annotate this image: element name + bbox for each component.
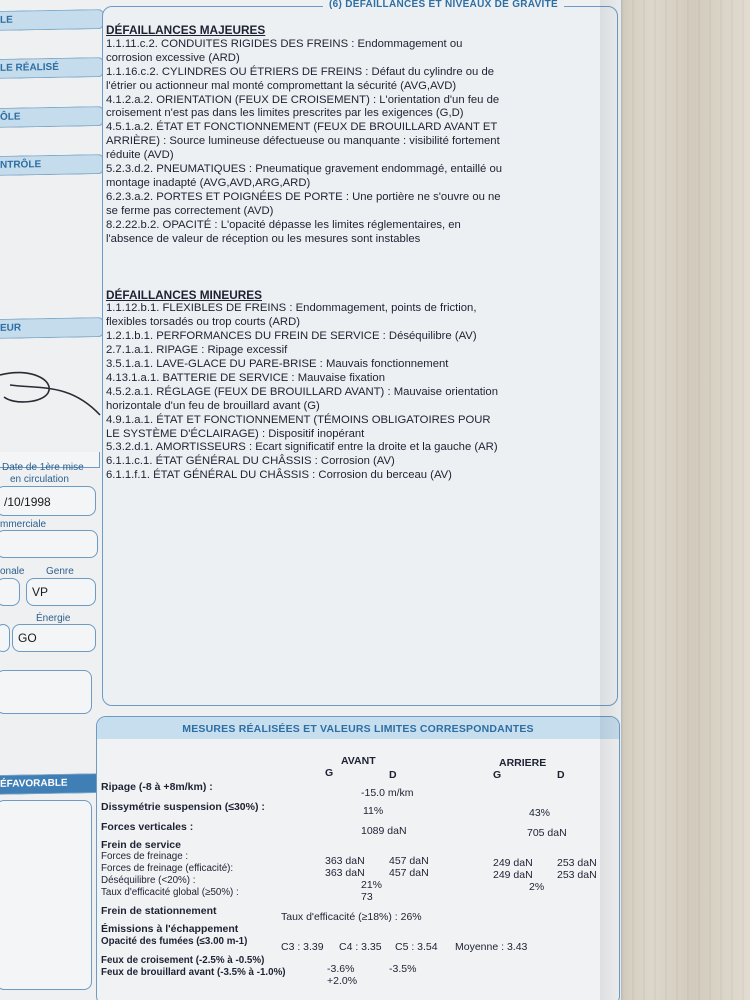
desequilibre-avant: 21% (361, 879, 383, 891)
major-line: l'étrier ou actionneur mal monté compromettant la sécurité (AVG,AVD) (106, 79, 457, 92)
avant-g-header: G (325, 767, 334, 779)
major-defects-title: DÉFAILLANCES MAJEURES (106, 23, 266, 37)
ripage-label: Ripage (-8 à +8m/km) : (101, 781, 213, 793)
energie-value: GO (18, 631, 37, 645)
forces-freinage-label: Forces de freinage : (101, 851, 189, 862)
desequilibre-label: Déséquilibre (<20%) : (101, 875, 196, 886)
feux-brouillard-label: Feux de brouillard avant (-3.5% à -1.0%) (101, 967, 286, 978)
blank-field (0, 670, 92, 714)
arriere-d-header: D (557, 769, 565, 781)
opacite-moyenne: Moyenne : 3.43 (455, 941, 528, 953)
taux-global-label: Taux d'efficacité global (≥50%) : (101, 887, 239, 898)
frein-service-label: Frein de service (101, 839, 181, 851)
date-value: /10/1998 (4, 495, 51, 509)
forces-verticales-avant: 1089 daN (361, 825, 407, 837)
minor-line: 1.1.12.b.1. FLEXIBLES DE FREINS : Endommagement, points de friction, (106, 302, 477, 315)
tab-favorable: ÉFAVORABLE (0, 773, 104, 795)
major-line: 4.5.1.a.2. ÉTAT ET FONCTIONNEMENT (FEUX DE BROUILLARD AVANT ET (106, 121, 498, 134)
date-label-2: en circulation (10, 474, 69, 485)
ffe-arriere-d: 253 daN (557, 869, 597, 881)
dissymetrie-avant: 11% (363, 805, 384, 817)
remarks-field (0, 800, 92, 990)
minor-defects-title: DÉFAILLANCES MINEURES (106, 287, 262, 302)
avant-header: AVANT (341, 755, 376, 767)
minor-line: 5.3.2.d.1. AMORTISSEURS : Ecart significatif entre la droite et la gauche (AR) (106, 441, 498, 454)
taux-stationnement: Taux d'efficacité (≥18%) : 26% (281, 911, 422, 923)
genre-value: VP (32, 585, 49, 599)
major-line: ARRIÈRE) : Source lumineuse défectueuse ou manquante : visibilité fortement (106, 135, 500, 148)
ffe-arriere-g: 249 daN (493, 869, 533, 881)
major-line: 6.2.3.a.2. PORTES ET POIGNÉES DE PORTE : Une portière ne s'ouvre ou ne (106, 190, 501, 203)
major-line: 1.1.16.c.2. CYLINDRES OU ÉTRIERS DE FREINS : Défaut du cylindre ou de (106, 65, 495, 78)
feux-croisement-d: -3.5% (389, 963, 417, 975)
opacite-c3: C3 : 3.39 (281, 941, 324, 953)
page-edge-shadow (600, 0, 630, 1000)
frein-stationnement-label: Frein de stationnement (101, 905, 217, 917)
energie-left-field (0, 624, 10, 652)
major-line: 8.2.22.b.2. OPACITÉ : L'opacité dépasse les limites réglementaires, en (106, 218, 461, 231)
tab-realise: LE RÉALISÉ (0, 57, 104, 79)
wooden-background (610, 0, 750, 1000)
opacite-label: Opacité des fumées (≤3.00 m-1) (101, 936, 248, 947)
major-line: 4.1.2.a.2. ORIENTATION (FEUX DE CROISEMENT) : L'orientation d'un feu de (106, 93, 500, 106)
desequilibre-arriere: 2% (529, 881, 545, 893)
measures-panel (96, 716, 620, 1000)
ff-arriere-g: 249 daN (493, 857, 533, 869)
major-line: réduite (AVD) (106, 149, 174, 162)
nationale-label: onale (0, 566, 25, 577)
major-line: croisement n'est pas dans les limites prescrites par les exigences (G,D) (106, 107, 464, 120)
major-line: 5.2.3.d.2. PNEUMATIQUES : Pneumatique gravement endommagé, entaillé ou (106, 163, 503, 176)
energie-label: Énergie (36, 613, 71, 624)
defects-panel-title: (6) DÉFAILLANCES ET NIVEAUX DE GRAVITÉ (323, 0, 564, 10)
taux-global-value: 73 (361, 891, 373, 903)
ripage-value: -15.0 m/km (361, 787, 414, 799)
defects-list (106, 24, 536, 483)
opacite-c4: C4 : 3.35 (339, 941, 382, 953)
ffe-avant-d: 457 daN (389, 867, 429, 879)
major-line: se ferme pas correctement (AVD) (106, 204, 274, 217)
ff-avant-d: 457 daN (389, 855, 429, 867)
minor-line: 6.1.1.c.1. ÉTAT GÉNÉRAL DU CHÂSSIS : Corrosion (AV) (106, 455, 395, 468)
vehicle-info-column (0, 0, 104, 1000)
minor-line: 1.2.1.b.1. PERFORMANCES DU FREIN DE SERVICE : Déséquilibre (AV) (106, 330, 477, 343)
dissymetrie-label: Dissymétrie suspension (≤30%) : (101, 801, 265, 813)
minor-line: 2.7.1.a.1. RIPAGE : Ripage excessif (106, 344, 288, 357)
minor-line: flexibles torsadés ou trop courts (ARD) (106, 316, 301, 329)
ff-arriere-d: 253 daN (557, 857, 597, 869)
forces-verticales-label: Forces verticales : (101, 821, 194, 833)
ffe-avant-g: 363 daN (325, 867, 365, 879)
minor-line: 6.1.1.f.1. ÉTAT GÉNÉRAL DU CHÂSSIS : Corrosion du berceau (AV) (106, 469, 452, 482)
nationale-field (0, 578, 20, 606)
major-line: 1.1.11.c.2. CONDUITES RIGIDES DES FREINS : Endommagement ou (106, 37, 463, 50)
emissions-label: Émissions à l'échappement (101, 923, 239, 935)
ff-avant-g: 363 daN (325, 855, 365, 867)
feux-croisement-g: -3.6% (327, 963, 355, 975)
tab-le: LE (0, 9, 104, 31)
minor-line: 4.13.1.a.1. BATTERIE DE SERVICE : Mauvaise fixation (106, 371, 385, 384)
tab-role: ÔLE (0, 106, 104, 128)
forces-freinage-efficacite-label: Forces de freinage (efficacité): (101, 863, 234, 874)
major-line: montage inadapté (AVG,AVD,ARG,ARD) (106, 176, 311, 189)
commerciale-label: mmerciale (0, 519, 47, 530)
feux-croisement-label: Feux de croisement (-2.5% à -0.5%) (101, 955, 265, 966)
arriere-g-header: G (493, 769, 502, 781)
dissymetrie-arriere: 43% (529, 807, 551, 819)
date-label-1: Date de 1ère mise (2, 462, 84, 473)
major-line: corrosion excessive (ARD) (106, 51, 240, 64)
opacite-c5: C5 : 3.54 (395, 941, 438, 953)
arriere-header: ARRIERE (499, 757, 547, 769)
feux-brouillard-g: +2.0% (327, 975, 358, 987)
major-line: l'absence de valeur de réception ou les mesures sont instables (106, 232, 421, 245)
minor-line: 4.5.2.a.1. RÉGLAGE (FEUX DE BROUILLARD AVANT) : Mauvaise orientation (106, 385, 498, 398)
minor-line: LE SYSTÈME D'ÉCLAIRAGE) : Dispositif inopérant (106, 427, 365, 440)
commerciale-field (0, 530, 98, 558)
forces-verticales-arriere: 705 daN (527, 827, 567, 839)
signature-scribble (0, 345, 104, 425)
tab-controle: NTRÔLE (0, 154, 104, 176)
minor-line: 3.5.1.a.1. LAVE-GLACE DU PARE-BRISE : Mauvais fonctionnement (106, 358, 449, 371)
tab-eur: EUR (0, 317, 104, 339)
minor-line: 4.9.1.a.1. ÉTAT ET FONCTIONNEMENT (TÉMOINS OBLIGATOIRES POUR (106, 413, 491, 426)
measures-panel-title: MESURES RÉALISÉES ET VALEURS LIMITES CORRESPONDANTES (97, 717, 619, 739)
avant-d-header: D (389, 769, 397, 781)
minor-line: horizontale d'un feu de brouillard avant (G) (106, 399, 320, 412)
genre-label: Genre (46, 566, 74, 577)
